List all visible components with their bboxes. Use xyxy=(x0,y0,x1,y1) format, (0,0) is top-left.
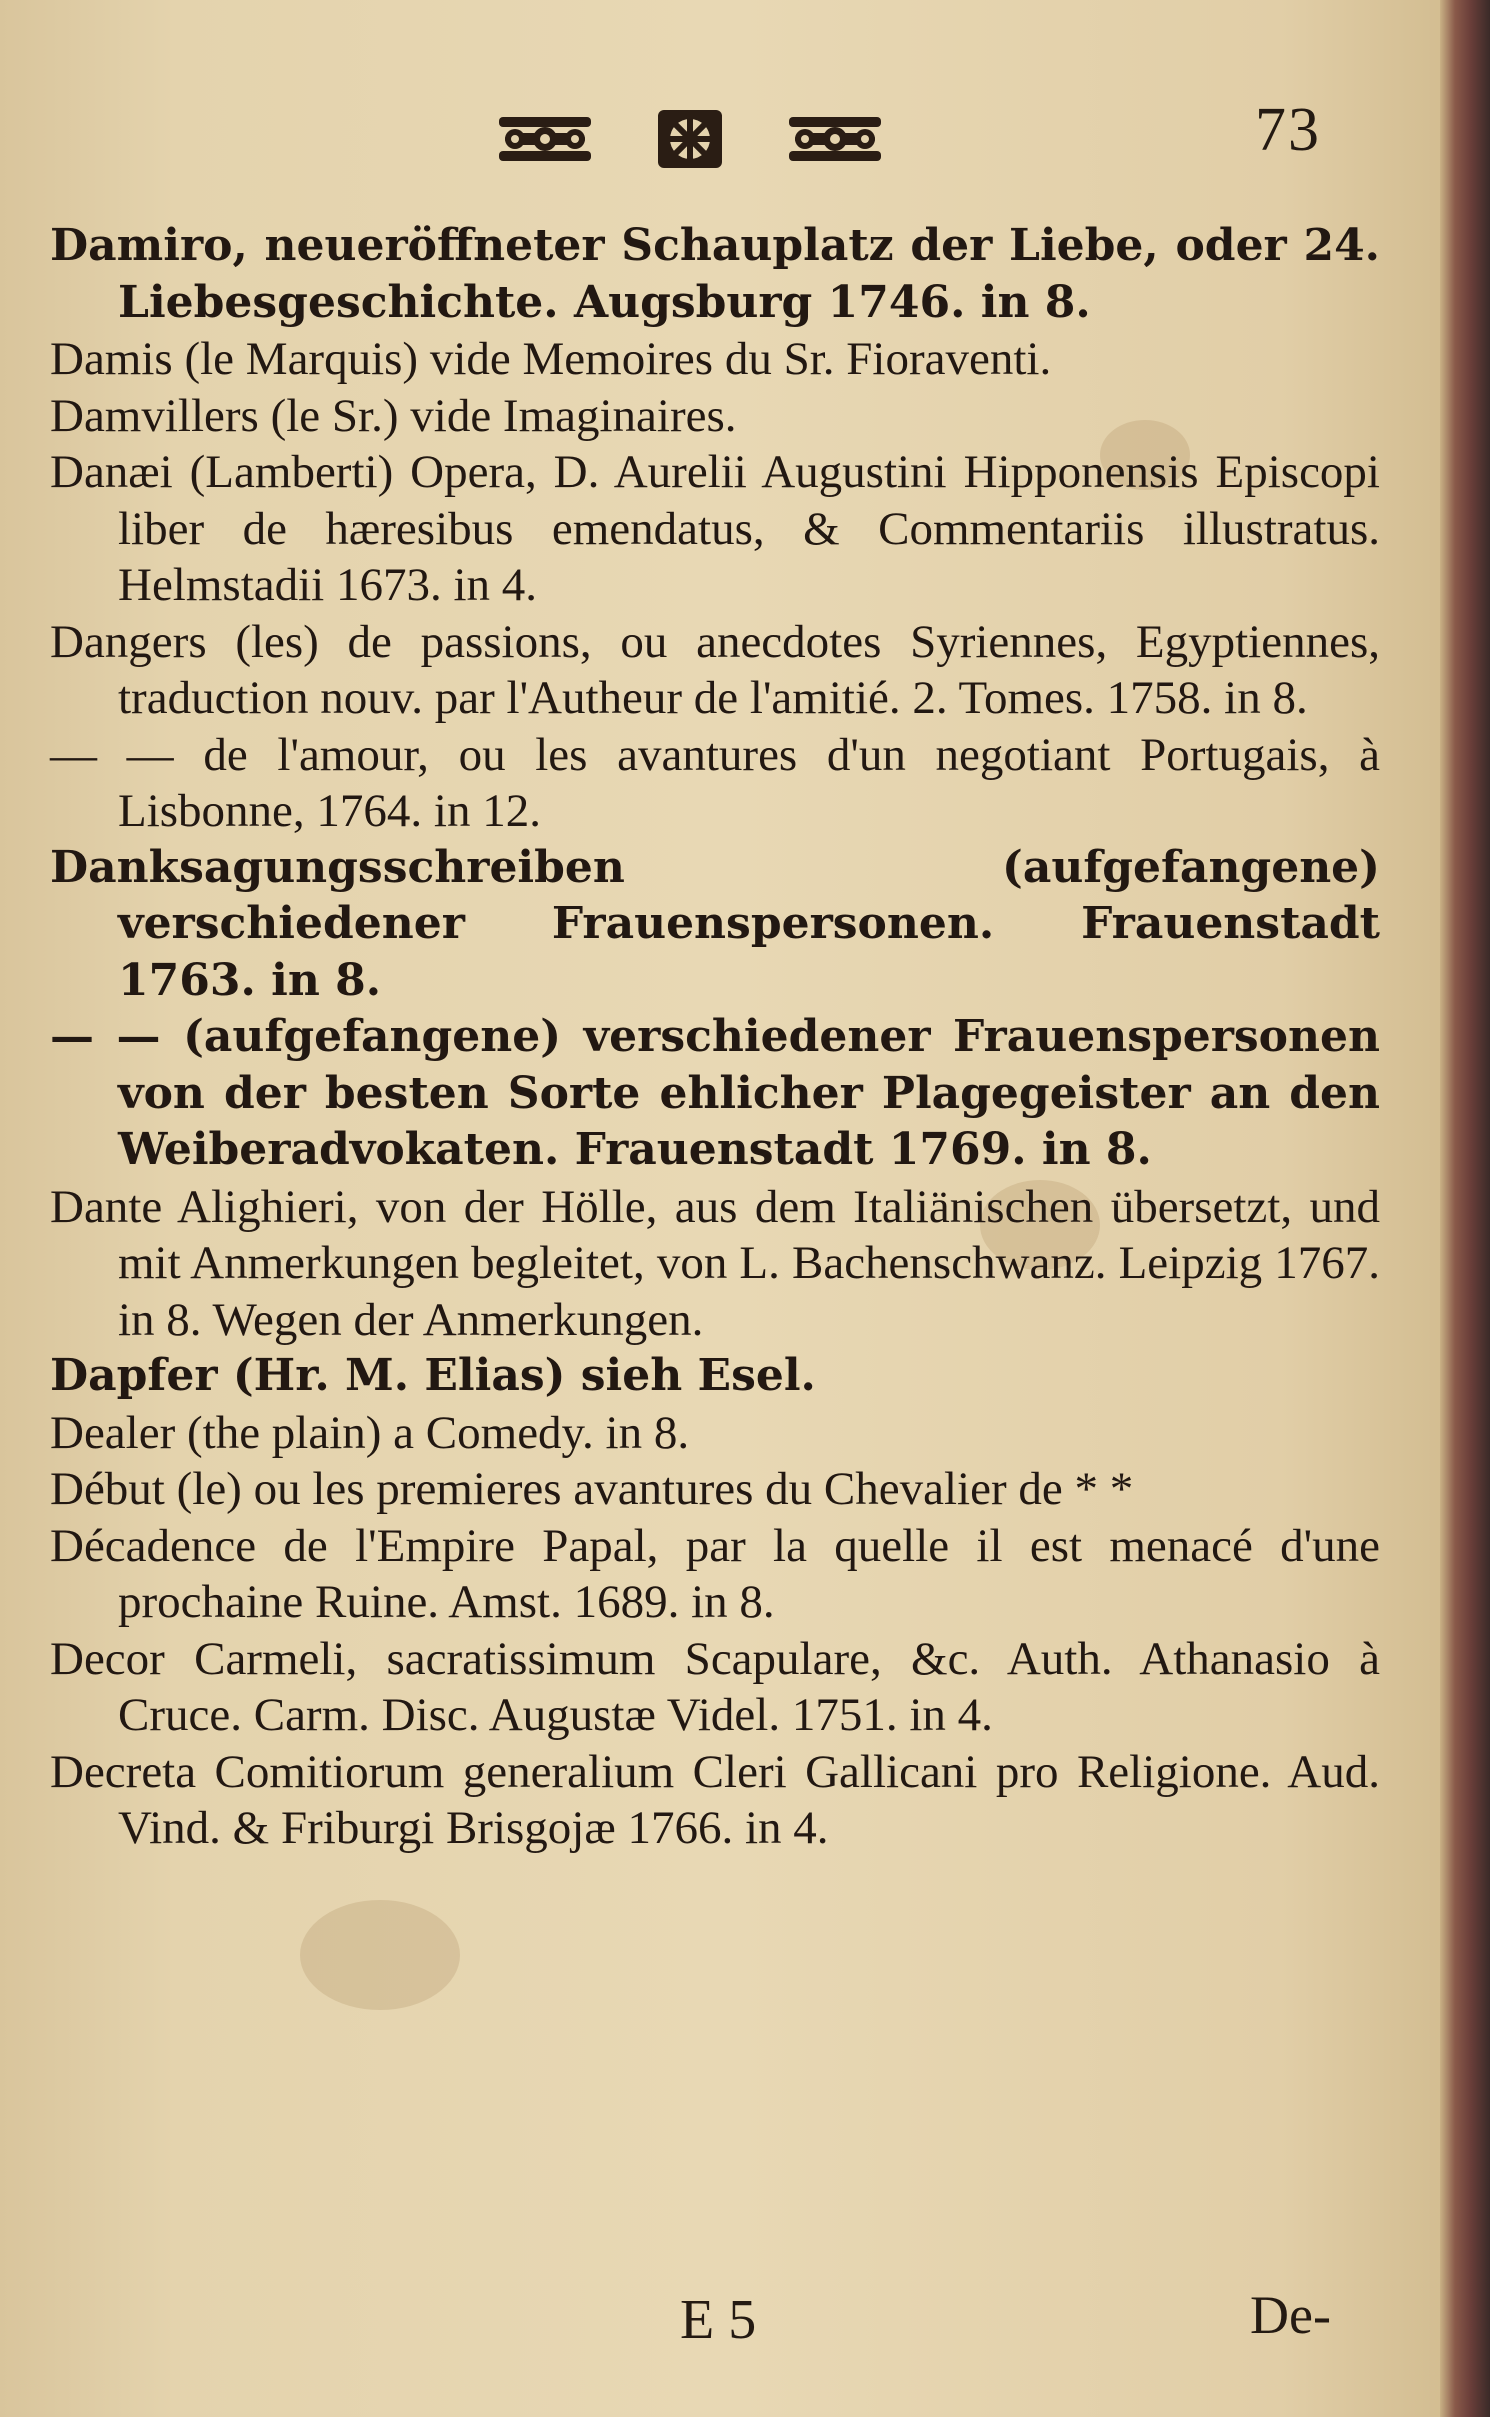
catalog-entry: — — de l'amour, ou les avantures d'un negotiant Portugais, à Lisbonne, 1764. in 12. xyxy=(50,728,1380,837)
catalog-entry: Dealer (the plain) a Comedy. in 8. xyxy=(50,1406,690,1459)
book-edge xyxy=(1440,0,1490,2417)
floral-ornament-right-icon xyxy=(785,109,885,169)
catalog-entries xyxy=(50,218,1380,1857)
paper-stain xyxy=(300,1900,460,2010)
catalog-entry: Dangers (les) de passions, ou anecdotes Syriennes, Egyptiennes, traduction nouv. par l'Autheur de l'amitié. 2. Tomes. 1758. in 8. xyxy=(50,615,1380,724)
catalog-entry: Damis (le Marquis) vide Memoires du Sr. Fioraventi. xyxy=(50,333,1052,385)
catalog-entry: Danksagungsschreiben (aufgefangene) verschiedener Frauenspersonen. Frauenstadt 1763. in 8. xyxy=(50,841,1380,1006)
catalog-entry: Danæi (Lamberti) Opera, D. Aurelii Augustini Hipponensis Episcopi liber de hæresibus emendatus, & Commentariis illustratus. Helmstadii 1673. in 4. xyxy=(50,446,1380,611)
signature-mark: E 5 xyxy=(680,2289,757,2351)
page-number: 73 xyxy=(1255,96,1321,164)
catalog-entry: Dante Alighieri, von der Hölle, aus dem Italiänischen übersetzt, und mit Anmerkungen begleitet, von L. Bachenschwanz. Leipzig 1767. in 8. Wegen der Anmerkungen. xyxy=(50,1180,1380,1346)
catalog-entry: — — (aufgefangene) verschiedener Frauenspersonen von der besten Sorte ehlicher Plagegeister an den Weiberadvokaten. Frauenstadt 1769. in 8. xyxy=(50,1011,1380,1175)
catalog-entry: Dapfer (Hr. M. Elias) sieh Esel. xyxy=(50,1350,816,1401)
floral-ornament-center-icon xyxy=(654,106,726,172)
catalog-entry: Decor Carmeli, sacratissimum Scapulare, &c. Auth. Athanasio à Cruce. Carm. Disc. Augustæ Videl. 1751. in 4. xyxy=(50,1632,1380,1741)
page-header xyxy=(0,95,1455,185)
catalog-entry: Damiro, neueröffneter Schauplatz der Liebe, oder 24. Liebesgeschichte. Augsburg 1746. in 8. xyxy=(50,220,1380,328)
catalog-entry: Début (le) ou les premieres avantures du Chevalier de * * xyxy=(50,1463,1134,1515)
header-ornament xyxy=(495,103,885,175)
floral-ornament-left-icon xyxy=(495,109,595,169)
catalog-entry: Décadence de l'Empire Papal, par la quelle il est menacé d'une prochaine Ruine. Amst. 1689. in 8. xyxy=(50,1519,1380,1628)
catchword: De- xyxy=(1250,2285,1331,2345)
catalog-entry: Decreta Comitiorum generalium Cleri Gallicani pro Religione. Aud. Vind. & Friburgi Brisgojæ 1766. in 4. xyxy=(50,1745,1380,1854)
catalog-entry: Damvillers (le Sr.) vide Imaginaires. xyxy=(50,389,737,442)
